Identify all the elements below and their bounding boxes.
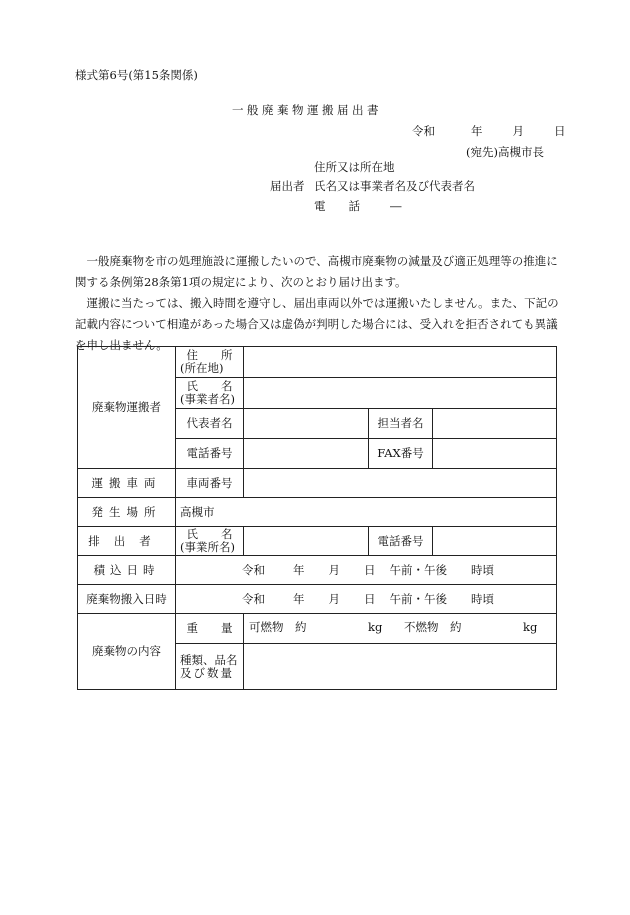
addressee: (宛先)高槻市長 bbox=[466, 145, 544, 159]
discharger-name-field[interactable] bbox=[244, 527, 369, 556]
loading-month: 月 bbox=[328, 562, 340, 577]
carrier-name-label-line1: 氏 名 bbox=[186, 379, 233, 393]
carrier-address-field[interactable] bbox=[244, 347, 557, 378]
loading-time: 時頃 bbox=[471, 562, 494, 577]
content-type-label-line1: 種類、品名 bbox=[180, 652, 238, 667]
delivery-era: 令和 bbox=[242, 591, 265, 606]
delivery-day: 日 bbox=[364, 591, 376, 606]
loading-heading: 積込日時 bbox=[78, 556, 176, 585]
carrier-phone-field[interactable] bbox=[244, 439, 369, 469]
date-year: 年 bbox=[471, 124, 483, 138]
date-day: 日 bbox=[554, 124, 566, 138]
combustible-kg: kg bbox=[368, 620, 383, 634]
applicant-label: 届出者 bbox=[270, 179, 305, 193]
carrier-fax-field[interactable] bbox=[433, 439, 557, 469]
combustible-label: 可燃物 約 bbox=[249, 620, 307, 634]
submission-date bbox=[412, 126, 566, 138]
content-type-label-line2: 及び数量 bbox=[180, 665, 234, 680]
discharger-name-label-line2: (事業所名) bbox=[180, 540, 235, 554]
vehicle-number-label: 車両番号 bbox=[176, 469, 244, 498]
discharger-name-label bbox=[176, 527, 244, 556]
carrier-address-label-line2: (所在地) bbox=[180, 361, 224, 375]
body-paragraph-2: 運搬に当たっては、搬入時間を遵守し、届出車両以外では運搬いたしません。また、下記の記載内容について相違があった場合又は虚偽が判明した場合には、受入れを拒否されても異議を申し出ません。 bbox=[75, 296, 559, 352]
content-weight-field[interactable] bbox=[244, 614, 557, 644]
date-era: 令和 bbox=[412, 124, 435, 138]
carrier-phone-label: 電話番号 bbox=[176, 439, 244, 469]
applicant-tel-label: 電 話 bbox=[314, 199, 360, 213]
applicant-tel-dash: ― bbox=[390, 199, 402, 213]
carrier-heading: 廃棄物運搬者 bbox=[78, 347, 176, 469]
loading-day: 日 bbox=[364, 562, 376, 577]
loading-datetime-field[interactable] bbox=[176, 556, 557, 585]
carrier-representative-field[interactable] bbox=[244, 409, 369, 439]
carrier-representative-label: 代表者名 bbox=[176, 409, 244, 439]
applicant-address-label: 住所又は所在地 bbox=[314, 160, 395, 174]
content-type-field[interactable] bbox=[244, 644, 557, 690]
content-weight-label: 重 量 bbox=[176, 614, 244, 644]
vehicle-heading: 運搬車両 bbox=[78, 469, 176, 498]
noncombustible-kg: kg bbox=[523, 620, 538, 634]
content-heading: 廃棄物の内容 bbox=[78, 614, 176, 690]
notification-form-table bbox=[77, 346, 557, 690]
form-number: 様式第6号(第15条関係) bbox=[75, 68, 198, 82]
vehicle-number-field[interactable] bbox=[244, 469, 557, 498]
applicant-tel bbox=[314, 201, 402, 213]
document-title: 一般廃棄物運搬届出書 bbox=[232, 103, 382, 117]
carrier-name-label bbox=[176, 378, 244, 409]
body-paragraph-1: 一般廃棄物を市の処理施設に運搬したいので、高槻市廃棄物の減量及び適正処理等の推進に関する条例第28条第1項の規定により、次のとおり届け出ます。 bbox=[75, 254, 558, 289]
delivery-ampm: 午前・午後 bbox=[389, 591, 447, 606]
carrier-person-in-charge-field[interactable] bbox=[433, 409, 557, 439]
carrier-name-label-line2: (事業者名) bbox=[180, 392, 235, 406]
carrier-name-field[interactable] bbox=[244, 378, 557, 409]
discharger-phone-label: 電話番号 bbox=[369, 527, 433, 556]
content-type-label bbox=[176, 644, 244, 690]
carrier-address-label-line1: 住 所 bbox=[186, 348, 233, 362]
delivery-heading: 廃棄物搬入日時 bbox=[78, 585, 176, 614]
date-month: 月 bbox=[512, 124, 524, 138]
discharger-name-label-line1: 氏 名 bbox=[186, 527, 233, 541]
carrier-person-in-charge-label: 担当者名 bbox=[369, 409, 433, 439]
delivery-year: 年 bbox=[293, 591, 305, 606]
discharger-heading: 排出者 bbox=[78, 527, 176, 556]
delivery-time: 時頃 bbox=[471, 591, 494, 606]
delivery-datetime-field[interactable] bbox=[176, 585, 557, 614]
loading-era: 令和 bbox=[242, 562, 265, 577]
loading-ampm: 午前・午後 bbox=[389, 562, 447, 577]
origin-value: 高槻市 bbox=[176, 498, 557, 527]
carrier-fax-label: FAX番号 bbox=[369, 439, 433, 469]
origin-heading: 発生場所 bbox=[78, 498, 176, 527]
loading-year: 年 bbox=[293, 562, 305, 577]
delivery-month: 月 bbox=[328, 591, 340, 606]
discharger-phone-field[interactable] bbox=[433, 527, 557, 556]
noncombustible-label: 不燃物 約 bbox=[404, 620, 462, 634]
applicant-name-label: 氏名又は事業者名及び代表者名 bbox=[314, 179, 475, 193]
carrier-address-label bbox=[176, 347, 244, 378]
